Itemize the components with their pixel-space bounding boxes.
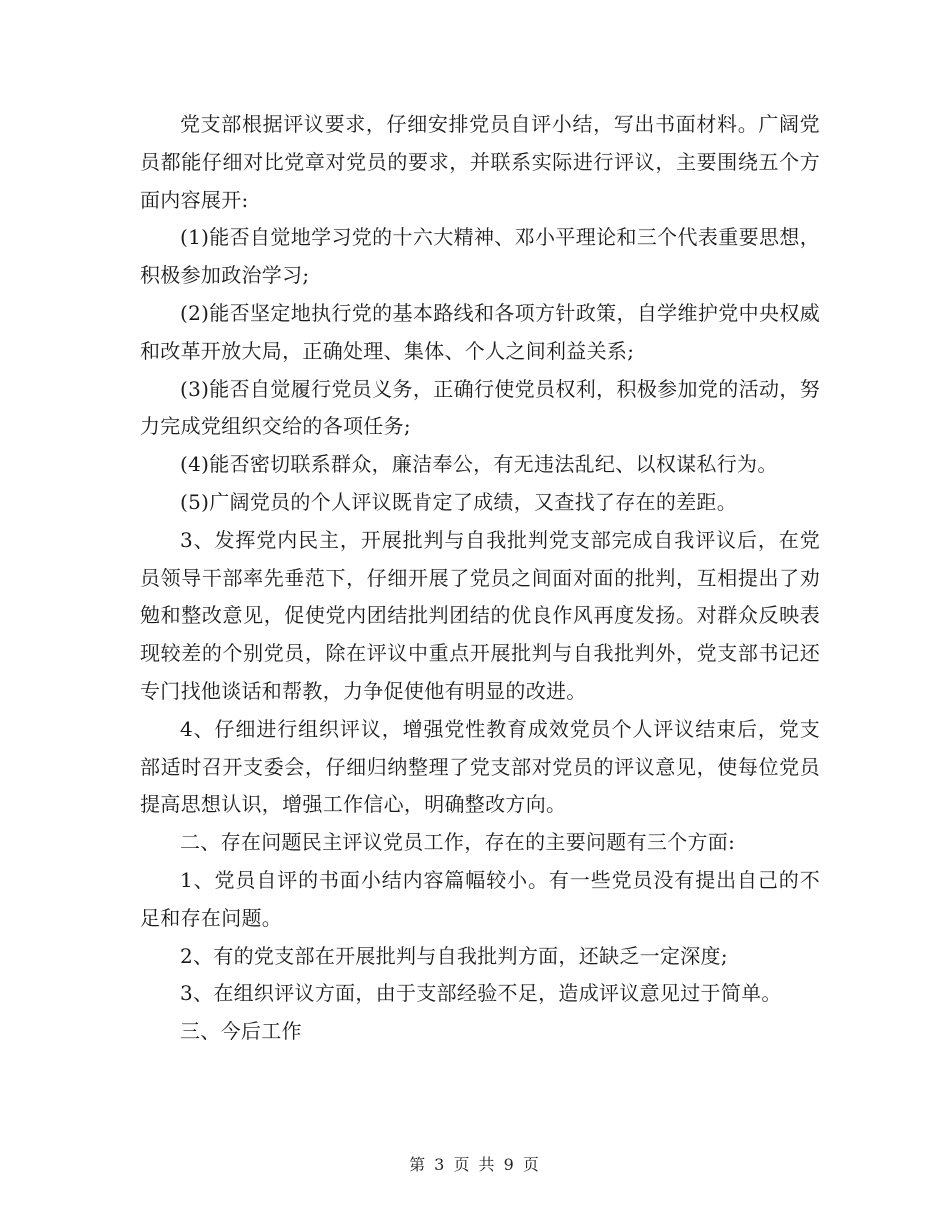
document-body	[140, 106, 820, 1051]
paragraph: (4)能否密切联系群众，廉洁奉公，有无违法乱纪、以权谋私行为。	[180, 452, 778, 477]
paragraph: 3、在组织评议方面，由于支部经验不足，造成评议意见过于简单。	[180, 981, 782, 1006]
paragraph: (5)广阔党员的个人评议既肯定了成绩，又查找了存在的差距。	[180, 489, 738, 514]
paragraph: 2、有的党支部在开展批判与自我批判方面，还缺乏一定深度;	[180, 943, 728, 968]
section-heading: 三、今后工作	[180, 1019, 302, 1044]
section-heading: 二、存在问题民主评议党员工作，存在的主要问题有三个方面:	[180, 830, 736, 855]
paragraph: 党支部根据评议要求，仔细安排党员自评小结，写出书面材料。广阔党员都能仔细对比党章对党员的要求，并联系实际进行评议，主要围绕五个方面内容展开:	[140, 112, 820, 212]
paragraph: 4、仔细进行组织评议，增强党性教育成效党员个人评议结束后，党支部适时召开支委会，仔细归纳整理了党支部对党员的评议意见，使每位党员提高思想认识，增强工作信心，明确整改方向。	[140, 716, 820, 817]
page-number: 第 3 页 共 9 页	[409, 1155, 541, 1174]
paragraph: 3、发挥党内民主，开展批判与自我批判党支部完成自我评议后，在党员领导干部率先垂范下，仔细开展了党员之间面对面的批判，互相提出了劝勉和整改意见，促使党内团结批判团结的优良作风再度发扬。对群众反映表现较差的个别党员，除在评议中重点开展批判与自我批判外，党支部书记还专门找他谈话和帮教，力争促使他有明显的改进。	[140, 527, 820, 703]
paragraph: (3)能否自觉履行党员义务，正确行使党员权利，积极参加党的活动，努力完成党组织交给的各项任务;	[140, 376, 820, 439]
paragraph: 1、党员自评的书面小结内容篇幅较小。有一些党员没有提出自己的不足和存在问题。	[140, 867, 820, 930]
paragraph: (2)能否坚定地执行党的基本路线和各项方针政策，自学维护党中央权威和改革开放大局，正确处理、集体、个人之间利益关系;	[140, 300, 820, 363]
paragraph: (1)能否自觉地学习党的十六大精神、邓小平理论和三个代表重要思想，积极参加政治学习;	[140, 225, 820, 288]
